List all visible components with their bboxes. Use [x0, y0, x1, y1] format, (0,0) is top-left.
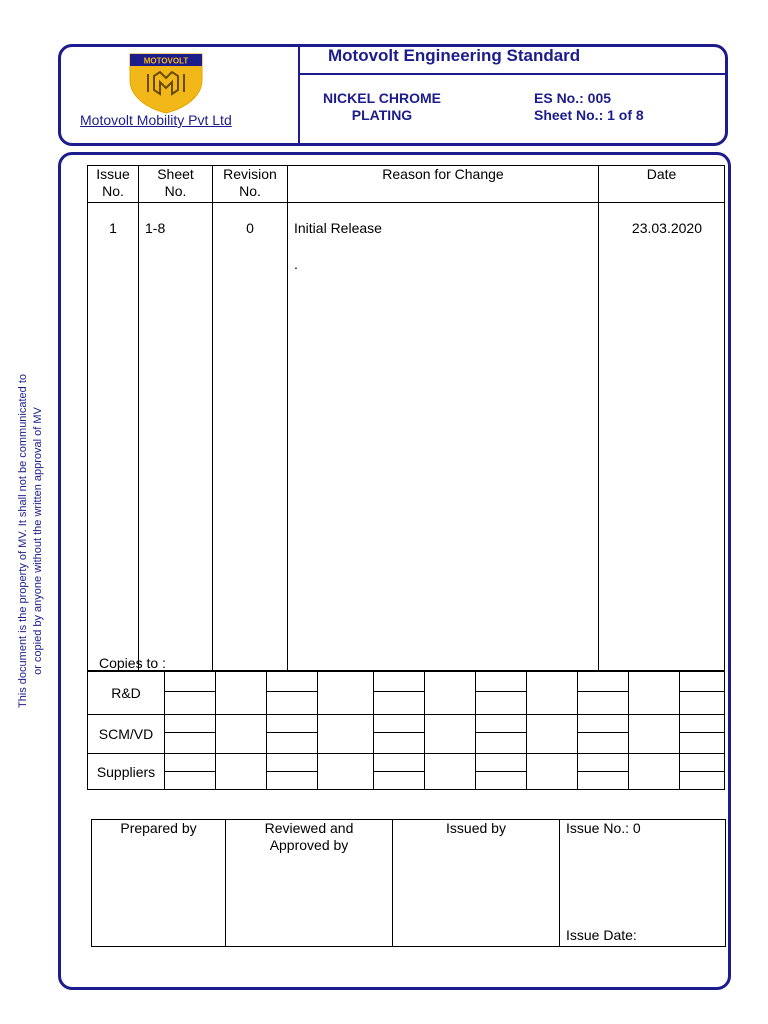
header-date: Date — [599, 166, 725, 203]
header-divider-horizontal — [300, 73, 725, 75]
copies-row-suppliers-top — [88, 754, 725, 772]
copies-table — [87, 671, 725, 790]
revision-table — [87, 165, 725, 671]
document-title-line-2: PLATING — [351, 107, 413, 123]
sheet-number: Sheet No.: 1 of 8 — [534, 107, 644, 123]
cell-revision: 0 — [213, 203, 288, 671]
table-row — [88, 203, 725, 671]
cell-issue: 1 — [88, 203, 139, 671]
reason-extra: . — [294, 256, 298, 272]
company-name: Motovolt Mobility Pvt Ltd — [80, 112, 232, 128]
copies-label-scm: SCM/VD — [88, 715, 165, 754]
header-revision-no: Revision No. — [213, 166, 288, 203]
reviewed-approved-by: Reviewed and Approved by — [226, 820, 393, 947]
standard-title: Motovolt Engineering Standard — [328, 46, 581, 65]
reason-text: Initial Release — [294, 220, 382, 236]
cell-sheet: 1-8 — [139, 203, 213, 671]
copies-label-suppliers: Suppliers — [88, 754, 165, 790]
copies-label-rd: R&D — [88, 672, 165, 715]
es-number: ES No.: 005 — [534, 90, 612, 106]
issue-number: Issue No.: 0 — [566, 820, 641, 836]
document-title-line-1: NICKEL CHROME — [323, 90, 441, 106]
header-issue-no: Issue No. — [88, 166, 139, 203]
copies-to-label: Copies to : — [99, 655, 166, 671]
cell-reason — [288, 203, 599, 671]
document-title — [300, 90, 464, 124]
issue-info — [560, 820, 726, 947]
issue-date: Issue Date: — [566, 927, 637, 943]
confidentiality-line-2: or copied by anyone without the written approval of MV — [32, 407, 44, 675]
revision-table-header — [88, 166, 725, 203]
es-number-block — [534, 90, 644, 124]
issued-by: Issued by — [393, 820, 560, 947]
header-reason: Reason for Change — [288, 166, 599, 203]
confidentiality-line-1: This document is the property of MV. It shall not be communicated to — [17, 373, 29, 709]
logo-text: MOTOVOLT — [143, 56, 189, 66]
signature-table — [91, 819, 726, 947]
cell-date: 23.03.2020 — [599, 203, 725, 671]
motovolt-logo — [126, 50, 206, 114]
confidentiality-note — [16, 161, 56, 921]
prepared-by: Prepared by — [92, 820, 226, 947]
header-sheet-no: Sheet No. — [139, 166, 213, 203]
copies-row-scm-top — [88, 715, 725, 733]
copies-row-rd-top — [88, 672, 725, 692]
